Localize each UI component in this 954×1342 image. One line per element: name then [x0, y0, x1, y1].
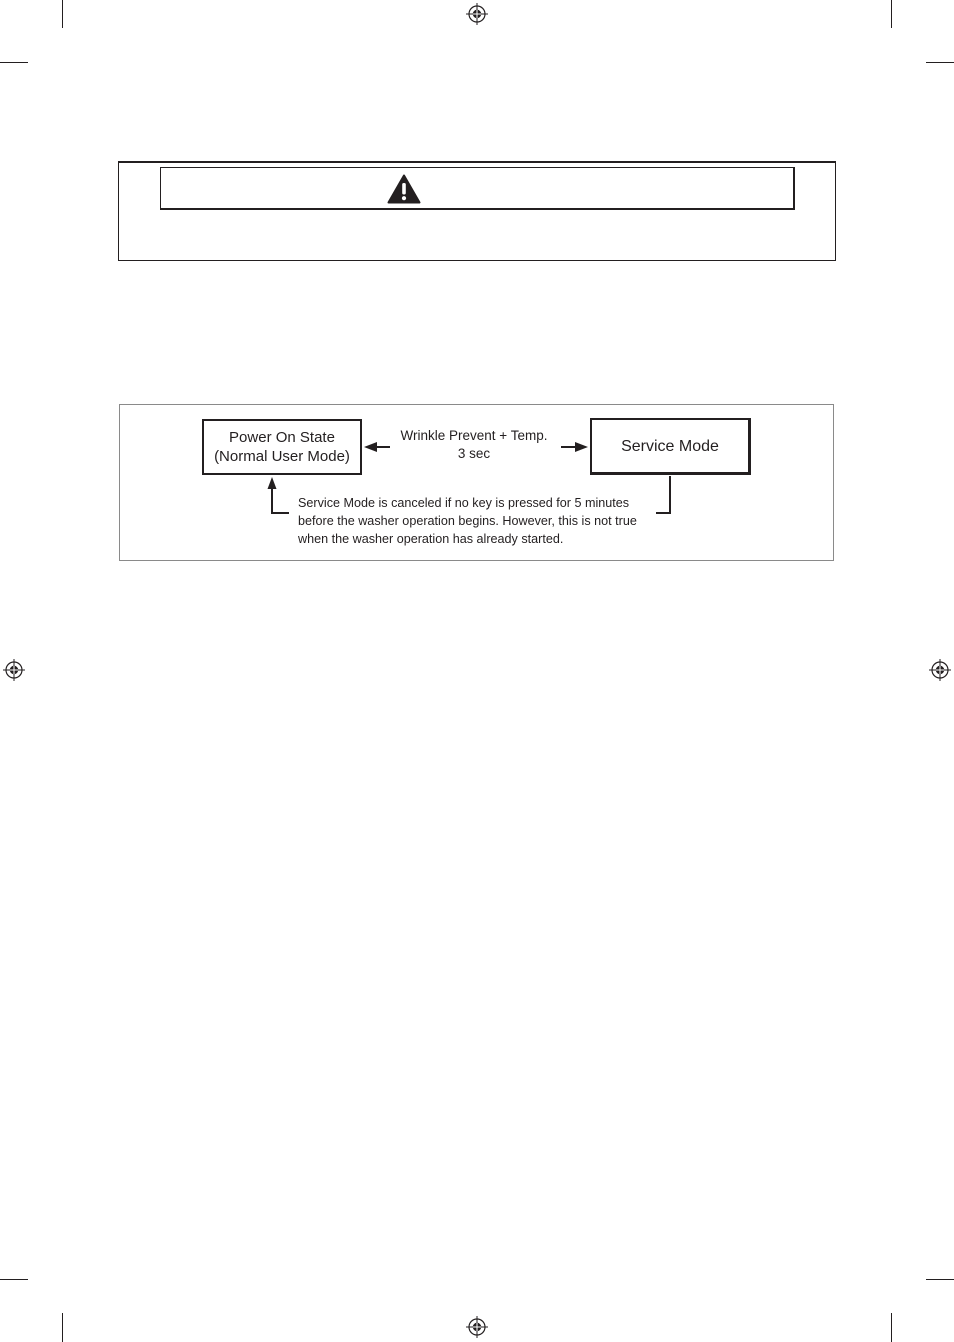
- trigger-duration-label: 3 sec: [457, 446, 491, 461]
- crop-mark-left-bottom: [0, 1279, 28, 1280]
- service-mode-label: Service Mode: [621, 437, 719, 455]
- service-mode-box: [590, 418, 751, 475]
- cancel-note-line-1: Service Mode is canceled if no key is pressed for 5 minutes: [298, 496, 630, 510]
- crop-mark-right-top: [926, 62, 954, 63]
- trigger-keys-label: Wrinkle Prevent + Temp.: [400, 428, 548, 443]
- crop-mark-bottom-left: [62, 1313, 63, 1342]
- cancel-note-line-2: before the washer operation begins. However, this is not true: [298, 514, 637, 528]
- registration-left-icon: [3, 659, 25, 681]
- warning-triangle-icon: [387, 174, 421, 204]
- crop-mark-top-left: [62, 0, 63, 28]
- registration-right-icon: [929, 659, 951, 681]
- power-on-state-box: [202, 419, 362, 475]
- cancel-note: [298, 494, 668, 548]
- crop-mark-top-right: [891, 0, 892, 28]
- registration-bottom-icon: [466, 1316, 488, 1338]
- crop-mark-bottom-right: [891, 1313, 892, 1342]
- power-on-state-label: Power On State: [229, 429, 335, 446]
- normal-user-mode-label: (Normal User Mode): [214, 448, 350, 465]
- trigger-condition: [388, 427, 560, 463]
- cancel-note-line-3: when the washer operation has already started.: [298, 532, 564, 546]
- registration-top-icon: [466, 3, 488, 25]
- crop-mark-right-bottom: [926, 1279, 954, 1280]
- caution-header-bar: [160, 167, 795, 210]
- crop-mark-left-top: [0, 62, 28, 63]
